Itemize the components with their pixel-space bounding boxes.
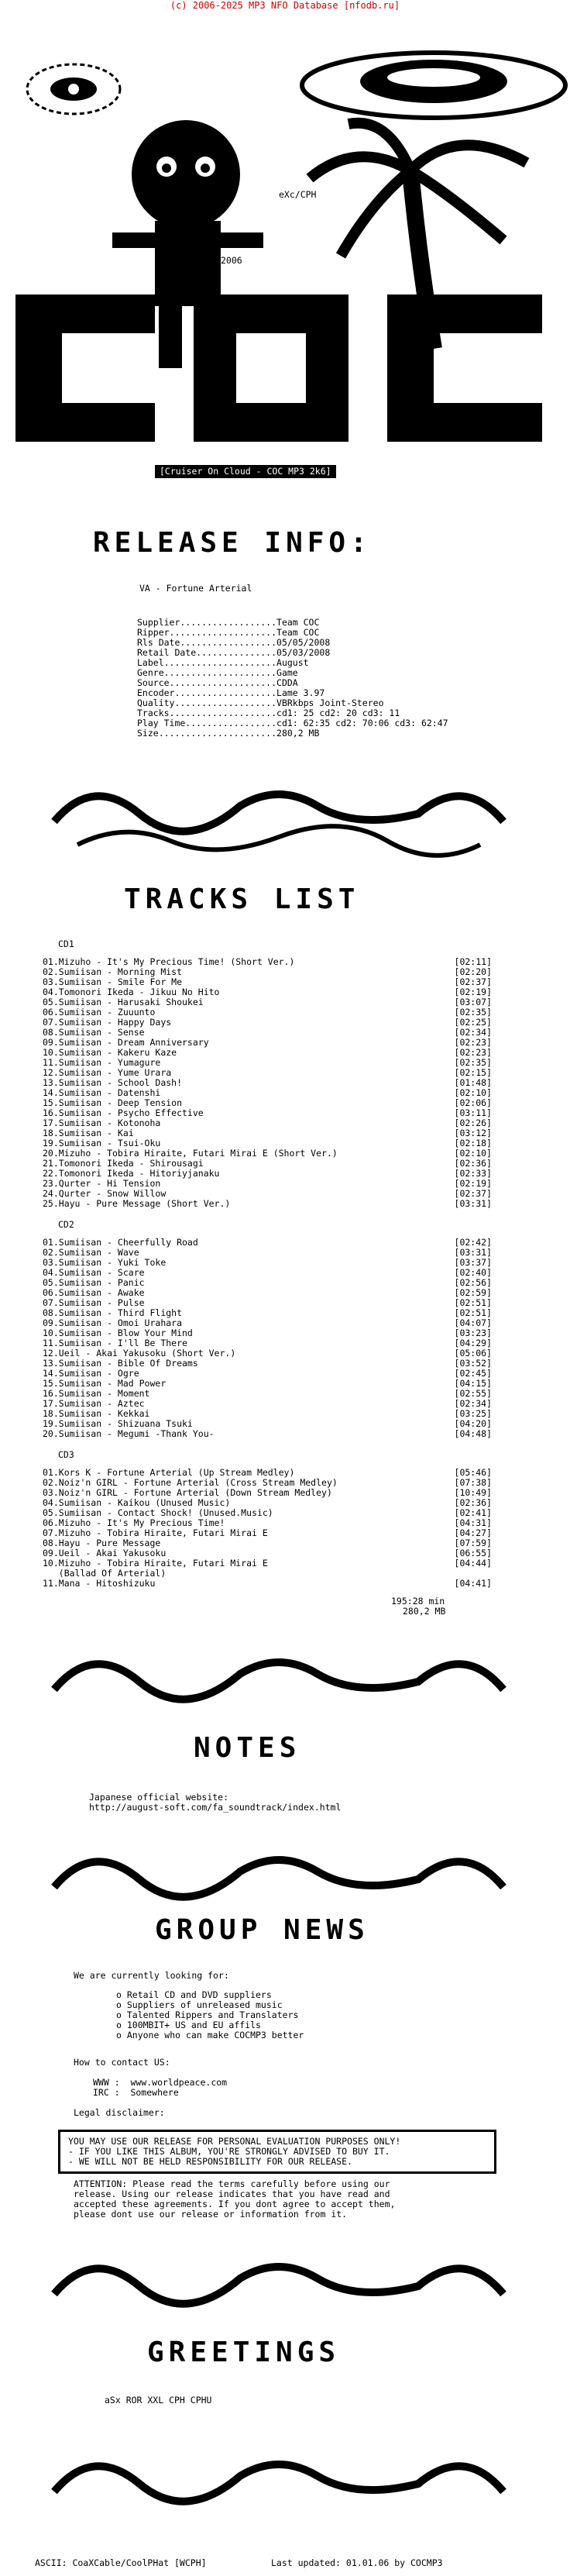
track-title: 02.Sumiisan - Wave — [43, 1247, 139, 1258]
track-title: 02.Sumiisan - Morning Mist — [43, 966, 183, 977]
release-field-label: Rls Date.................. — [137, 637, 277, 648]
track-title: 10.Mizuho - Tobira Hiraite, Futari Mirai E (Ballad Of Arterial) — [43, 1558, 268, 1579]
track-row — [43, 1199, 492, 1209]
track-duration: [02:51] — [454, 1307, 492, 1318]
track-title: 01.Mizuho - It's My Precious Time! (Short Ver.) — [43, 956, 295, 967]
news-list-item: o Retail CD and DVD suppliers — [116, 1989, 272, 2000]
group-name: [Cruiser On Cloud - COC MP3 2k6] — [155, 465, 336, 478]
track-title: 22.Tomonori Ikeda - Hitoriyjanaku — [43, 1168, 220, 1179]
release-field-value: cd1: 25 cd2: 20 cd3: 11 — [276, 708, 400, 718]
planet-icon — [302, 53, 565, 118]
track-duration: [02:51] — [454, 1297, 492, 1308]
track-title: 09.Sumiisan - Omoi Urahara — [43, 1317, 183, 1328]
track-duration: [03:25] — [454, 1408, 492, 1419]
notes-heading: NOTES — [194, 1732, 301, 1764]
release-field-value: 05/05/2008 — [276, 637, 331, 648]
track-duration: [02:35] — [454, 1007, 492, 1018]
greetings-text: aSx ROR XXL CPH CPHU — [105, 2395, 212, 2406]
track-title: 21.Tomonori Ikeda - Shirousagi — [43, 1158, 204, 1169]
track-duration: [04:44] — [454, 1558, 492, 1569]
track-duration: [02:55] — [454, 1388, 492, 1399]
track-title: 11.Mana - Hitoshizuku — [43, 1578, 156, 1589]
track-title: 08.Hayu - Pure Message — [43, 1538, 161, 1548]
track-title: 18.Sumiisan - Kai — [43, 1128, 134, 1138]
coc-letters — [15, 294, 542, 442]
track-title: 15.Sumiisan - Deep Tension — [43, 1097, 183, 1108]
track-title: 25.Hayu - Pure Message (Short Ver.) — [43, 1198, 231, 1209]
tracks-list-heading: TRACKS LIST — [124, 883, 360, 915]
release-field-label: Retail Date............... — [137, 647, 277, 658]
track-duration: [02:34] — [454, 1398, 492, 1409]
footer-ascii-credit: ASCII: CoaXCable/CoolPHat [WCPH] — [35, 2557, 207, 2568]
track-title: 03.Sumiisan - Yuki Toke — [43, 1257, 167, 1268]
track-duration: [03:23] — [454, 1328, 492, 1338]
logo-tag: eXc/CPH — [279, 189, 317, 200]
release-field-label: Genre..................... — [137, 667, 277, 678]
scroll-ornament-icon — [46, 2247, 511, 2333]
track-title: 07.Sumiisan - Happy Days — [43, 1017, 172, 1028]
release-field-label: Source.................... — [137, 677, 277, 688]
news-list-item: o Anyone who can make COCMP3 better — [116, 2030, 304, 2040]
track-duration: [02:34] — [454, 1027, 492, 1038]
release-field — [137, 728, 448, 739]
scroll-ornament-icon — [46, 775, 511, 860]
notes-line: Japanese official website: — [89, 1792, 229, 1803]
track-duration: [06:55] — [454, 1548, 492, 1558]
track-title: 02.Noiz'n GIRL - Fortune Arterial (Cross Stream Medley) — [43, 1477, 338, 1488]
track-title: 13.Sumiisan - School Dash! — [43, 1077, 183, 1088]
track-duration: [02:20] — [454, 966, 492, 977]
track-duration: [02:15] — [454, 1067, 492, 1078]
track-duration: [02:59] — [454, 1287, 492, 1298]
logo-art — [0, 23, 570, 504]
track-duration: [01:48] — [454, 1077, 492, 1088]
track-duration: [03:12] — [454, 1128, 492, 1138]
track-duration: [07:38] — [454, 1477, 492, 1488]
release-field-label: Quality................... — [137, 697, 277, 708]
track-duration: [02:35] — [454, 1057, 492, 1068]
track-title: 11.Sumiisan - Yumagure — [43, 1057, 161, 1068]
release-field-value: Game — [276, 667, 298, 678]
track-title: 23.Qurter - Hi Tension — [43, 1178, 161, 1189]
legal-title: Legal disclaimer: — [74, 2107, 165, 2118]
release-field-label: Encoder................... — [137, 687, 277, 698]
track-duration: [02:37] — [454, 976, 492, 987]
contact-irc: IRC : Somewhere — [93, 2087, 179, 2098]
release-field-value: cd1: 62:35 cd2: 70:06 cd3: 62:47 — [276, 718, 448, 728]
track-duration: [04:41] — [454, 1578, 492, 1589]
contact-www[interactable]: WWW : www.worldpeace.com — [93, 2077, 228, 2088]
track-duration: [02:26] — [454, 1118, 492, 1128]
greetings-heading: GREETINGS — [147, 2337, 341, 2368]
track-title: 10.Sumiisan - Kakeru Kaze — [43, 1047, 177, 1058]
total-time: 195:28 min — [391, 1596, 445, 1607]
track-duration: [05:46] — [454, 1467, 492, 1478]
release-fields — [137, 618, 448, 739]
eye-sun-icon — [27, 64, 120, 114]
track-title: 10.Sumiisan - Blow Your Mind — [43, 1328, 193, 1338]
track-duration: [03:37] — [454, 1257, 492, 1268]
track-title: 03.Sumiisan - Smile For Me — [43, 976, 183, 987]
track-title: 13.Sumiisan - Bible Of Dreams — [43, 1358, 198, 1369]
release-field-label: Supplier.................. — [137, 617, 277, 628]
track-duration: [10:49] — [454, 1487, 492, 1498]
release-field-value: Team COC — [276, 627, 320, 638]
attention-text: ATTENTION: Please read the terms carefully before using our release. Using our release indicates that you have read and accepted these agreements. If you dont agree to accept them, please dont use our release or information from it. — [74, 2178, 396, 2220]
release-field-label: Label..................... — [137, 657, 277, 668]
group-news-heading: GROUP NEWS — [155, 1914, 369, 1946]
news-list-item: o Suppliers of unreleased music — [116, 1999, 283, 2010]
track-title: 15.Sumiisan - Mad Power — [43, 1378, 167, 1389]
track-title: 01.Kors K - Fortune Arterial (Up Stream Medley) — [43, 1467, 295, 1478]
track-title: 14.Sumiisan - Ogre — [43, 1368, 139, 1379]
track-duration: [03:11] — [454, 1107, 492, 1118]
disc-heading: CD2 — [58, 1219, 74, 1230]
track-duration: [04:07] — [454, 1317, 492, 1328]
track-row — [43, 1579, 492, 1589]
track-title: 20.Mizuho - Tobira Hiraite, Futari Mirai E (Short Ver.) — [43, 1148, 338, 1159]
track-duration: [02:41] — [454, 1507, 492, 1518]
release-field-label: Play Time................. — [137, 718, 277, 728]
track-duration: [02:19] — [454, 1178, 492, 1189]
release-field-value: Team COC — [276, 617, 320, 628]
disc-heading: CD3 — [58, 1449, 74, 1460]
release-field-label: Tracks.................... — [137, 708, 277, 718]
scroll-ornament-icon — [46, 1841, 511, 1926]
track-title: 06.Sumiisan - Zuuunto — [43, 1007, 156, 1018]
release-title: VA - Fortune Arterial — [139, 583, 252, 594]
track-title: 04.Sumiisan - Scare — [43, 1267, 145, 1278]
track-title: 05.Sumiisan - Contact Shock! (Unused.Music) — [43, 1507, 273, 1518]
total-size: 280,2 MB — [403, 1606, 446, 1617]
track-duration: [02:36] — [454, 1158, 492, 1169]
news-looking: We are currently looking for: — [74, 1970, 229, 1981]
track-title: 07.Sumiisan - Pulse — [43, 1297, 145, 1308]
notes-url[interactable]: http://august-soft.com/fa_soundtrack/index.html — [89, 1802, 342, 1813]
track-duration: [02:36] — [454, 1497, 492, 1508]
track-title: 07.Mizuho - Tobira Hiraite, Futari Mirai E — [43, 1527, 268, 1538]
disc-heading: CD1 — [58, 938, 74, 949]
scroll-ornament-icon — [46, 1643, 511, 1728]
release-field-label: Size...................... — [137, 728, 277, 739]
track-duration: [02:56] — [454, 1277, 492, 1288]
track-title: 24.Qurter - Snow Willow — [43, 1188, 167, 1199]
track-duration: [02:45] — [454, 1368, 492, 1379]
track-title: 08.Sumiisan - Third Flight — [43, 1307, 183, 1318]
track-title: 04.Tomonori Ikeda - Jikuu No Hito — [43, 987, 220, 997]
track-duration: [03:31] — [454, 1247, 492, 1258]
track-duration: [04:31] — [454, 1517, 492, 1528]
track-duration: [02:11] — [454, 956, 492, 967]
track-title: 09.Ueil - Akai Yakusoku — [43, 1548, 167, 1558]
track-duration: [02:37] — [454, 1188, 492, 1199]
track-duration: [02:23] — [454, 1047, 492, 1058]
news-list-item: o 100MBIT+ US and EU affils — [116, 2020, 261, 2030]
track-title: 16.Sumiisan - Moment — [43, 1388, 150, 1399]
track-title: 01.Sumiisan - Cheerfully Road — [43, 1237, 198, 1248]
track-title: 04.Sumiisan - Kaikou (Unused Music) — [43, 1497, 231, 1508]
track-title: 18.Sumiisan - Kekkai — [43, 1408, 150, 1419]
logo-year: 2006 — [221, 255, 242, 266]
track-row — [43, 1429, 492, 1439]
track-duration: [02:10] — [454, 1087, 492, 1098]
track-duration: [02:40] — [454, 1267, 492, 1278]
contact-title: How to contact US: — [74, 2057, 170, 2068]
track-duration: [07:59] — [454, 1538, 492, 1548]
news-list — [116, 1990, 304, 2040]
track-duration: [03:52] — [454, 1358, 492, 1369]
track-duration: [02:18] — [454, 1138, 492, 1149]
track-title: 16.Sumiisan - Psycho Effective — [43, 1107, 204, 1118]
track-duration: [02:19] — [454, 987, 492, 997]
track-duration: [03:07] — [454, 997, 492, 1007]
track-duration: [04:20] — [454, 1418, 492, 1429]
track-duration: [02:10] — [454, 1148, 492, 1159]
track-title: 05.Sumiisan - Panic — [43, 1277, 145, 1288]
track-title: 17.Sumiisan - Kotonoha — [43, 1118, 161, 1128]
track-title: 14.Sumiisan - Datenshi — [43, 1087, 161, 1098]
track-duration: [04:48] — [454, 1428, 492, 1439]
track-title: 19.Sumiisan - Tsui-Oku — [43, 1138, 161, 1149]
track-title: 12.Ueil - Akai Yakusoku (Short Ver.) — [43, 1348, 236, 1359]
release-field-value: Lame 3.97 — [276, 687, 325, 698]
track-title: 19.Sumiisan - Shizuana Tsuki — [43, 1418, 193, 1429]
track-title: 03.Noiz'n GIRL - Fortune Arterial (Down Stream Medley) — [43, 1487, 332, 1498]
release-field-value: 280,2 MB — [276, 728, 320, 739]
release-field-value: CDDA — [276, 677, 298, 688]
release-field-value: VBRkbps Joint-Stereo — [276, 697, 384, 708]
tracklist — [43, 939, 492, 1589]
track-duration: [04:29] — [454, 1338, 492, 1348]
track-title: 06.Sumiisan - Awake — [43, 1287, 145, 1298]
track-title: 17.Sumiisan - Aztec — [43, 1398, 145, 1409]
release-field-value: August — [276, 657, 309, 668]
track-title: 08.Sumiisan - Sense — [43, 1027, 145, 1038]
track-duration: [04:15] — [454, 1378, 492, 1389]
track-duration: [02:23] — [454, 1037, 492, 1048]
release-field-label: Ripper.................... — [137, 627, 277, 638]
release-info-heading: RELEASE INFO: — [93, 527, 372, 559]
news-list-item: o Talented Rippers and Translaters — [116, 2009, 299, 2020]
scroll-ornament-icon — [46, 2445, 511, 2530]
track-duration: [03:31] — [454, 1198, 492, 1209]
track-title: 12.Sumiisan - Yume Urara — [43, 1067, 172, 1078]
track-title: 06.Mizuho - It's My Precious Time! — [43, 1517, 225, 1528]
track-duration: [05:06] — [454, 1348, 492, 1359]
track-duration: [02:25] — [454, 1017, 492, 1028]
track-title: 09.Sumiisan - Dream Anniversary — [43, 1037, 209, 1048]
footer-updated: Last updated: 01.01.06 by COCMP3 — [271, 2557, 443, 2568]
track-title: 20.Sumiisan - Megumi -Thank You- — [43, 1428, 215, 1439]
track-duration: [02:42] — [454, 1237, 492, 1248]
disclaimer-box: YOU MAY USE OUR RELEASE FOR PERSONAL EVALUATION PURPOSES ONLY! - IF YOU LIKE THIS ALBUM, YOU'RE STRONGLY ADVISED TO BUY IT. - WE WILL NOT BE HELD RESPONSIBILITY FOR OUR RELEASE. — [58, 2130, 496, 2174]
track-duration: [02:33] — [454, 1168, 492, 1179]
track-duration: [02:06] — [454, 1097, 492, 1108]
track-title: 05.Sumiisan - Harusaki Shoukei — [43, 997, 204, 1007]
site-header: (c) 2006-2025 MP3 NFO Database [nfodb.ru] — [170, 0, 400, 11]
track-row — [43, 1558, 492, 1579]
release-field-value: 05/03/2008 — [276, 647, 331, 658]
track-duration: [04:27] — [454, 1527, 492, 1538]
track-title: 11.Sumiisan - I'll Be There — [43, 1338, 187, 1348]
